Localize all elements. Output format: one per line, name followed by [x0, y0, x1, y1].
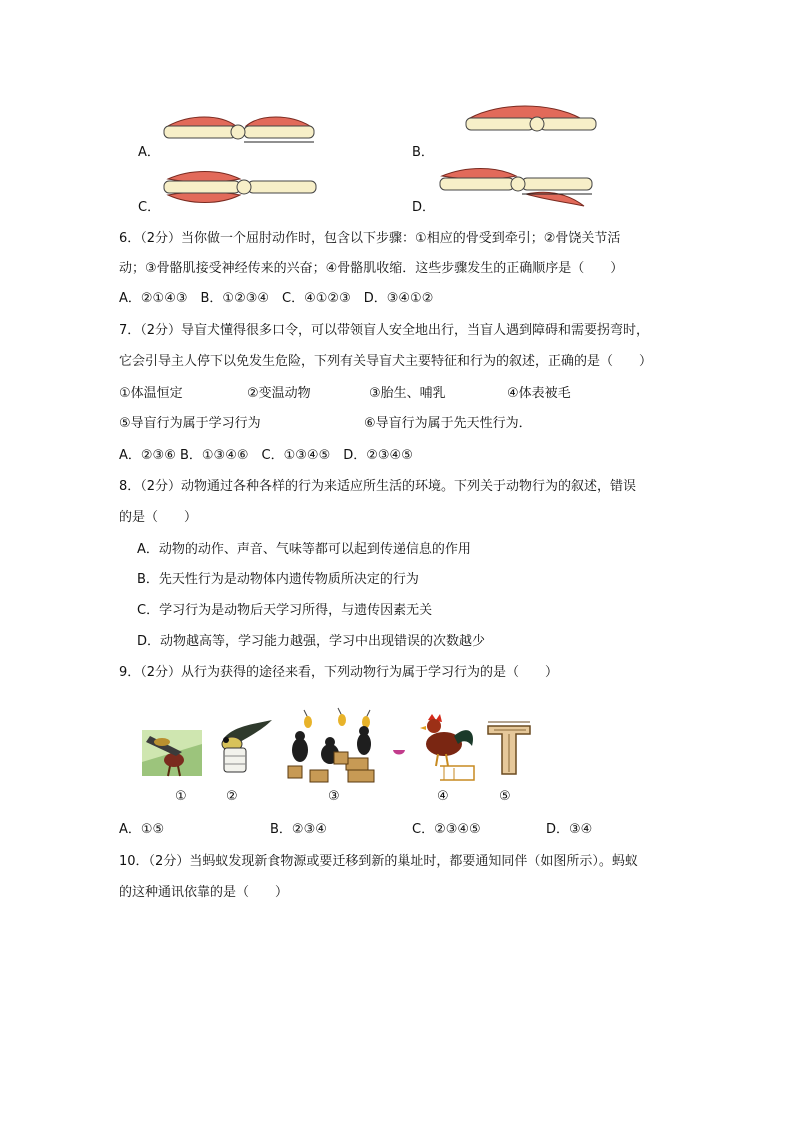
figure-a-muscle-bone	[160, 112, 320, 152]
option-b-label: B．	[412, 145, 434, 160]
behavior-picture-5	[486, 720, 532, 778]
question-7-item-5: ⑤导盲行为属于学习行为	[119, 416, 261, 431]
option-a-label: A．	[138, 145, 160, 160]
picture-label-5: ⑤	[499, 789, 511, 804]
question-7-options: A．②③⑥ B．①③④⑥ C．①③④⑤ D．②③④⑤	[119, 448, 413, 463]
question-7-item-2: ②变温动物	[247, 386, 311, 401]
question-10-line-1: 10．（2分）当蚂蚁发现新食物源或要迁移到新的巢址时，都要通知同伴（如图所示）。蚂蚁	[119, 854, 638, 869]
question-10-line-2: 的这种通讯依靠的是（ ）	[119, 885, 289, 900]
question-9-option-b: B．②③④	[270, 822, 327, 837]
behavior-picture-3	[286, 708, 384, 784]
question-6-line-1: 6．（2分）当你做一个屈肘动作时，包含以下步骤：①相应的骨受到牵引；②骨饶关节活	[119, 231, 621, 246]
question-6-options: A．②①④③ B．①②③④ C．④①②③ D．③④①②	[119, 291, 434, 306]
option-c-label: C．	[138, 200, 161, 215]
question-6-line-2: 动；③骨骼肌接受神经传来的兴奋；④骨骼肌收缩．这些步骤发生的正确顺序是（ ）	[119, 261, 624, 276]
question-7-line-2: 它会引导主人停下以免发生危险，下列有关导盲犬主要特征和行为的叙述，正确的是（ ）	[119, 354, 653, 369]
question-8-option-d: D．动物越高等，学习能力越强，学习中出现错误的次数越少	[137, 634, 486, 649]
picture-label-1: ①	[175, 789, 187, 804]
question-9-option-a: A．①⑤	[119, 822, 165, 837]
question-8-option-a: A．动物的动作、声音、气味等都可以起到传递信息的作用	[137, 542, 471, 557]
picture-label-2: ②	[226, 789, 238, 804]
question-8-line-2: 的是（ ）	[119, 510, 198, 525]
question-8-option-b: B．先天性行为是动物体内遗传物质所决定的行为	[137, 572, 419, 587]
question-8-option-c: C．学习行为是动物后天学习所得，与遗传因素无关	[137, 603, 433, 618]
question-7-item-1: ①体温恒定	[119, 386, 183, 401]
figure-c-muscle-bone	[160, 167, 320, 207]
option-d-label: D．	[412, 200, 436, 215]
question-7-item-6: ⑥导盲行为属于先天性行为．	[364, 416, 532, 431]
food-bowl-icon	[392, 748, 406, 758]
behavior-picture-2	[214, 718, 276, 776]
question-9-line-1: 9．（2分）从行为获得的途径来看，下列动物行为属于学习行为的是（ ）	[119, 665, 559, 680]
figure-d-muscle-bone	[436, 166, 596, 210]
picture-label-4: ④	[437, 789, 449, 804]
question-7-item-4: ④体表被毛	[507, 386, 571, 401]
question-7-line-1: 7．（2分）导盲犬懂得很多口令，可以带领盲人安全地出行，当盲人遇到障碍和需要拐弯时，	[119, 323, 650, 338]
question-8-line-1: 8．（2分）动物通过各种各样的行为来适应所生活的环境。下列关于动物行为的叙述，错误	[119, 479, 637, 494]
question-9-option-c: C．②③④⑤	[412, 822, 481, 837]
behavior-picture-1	[142, 722, 204, 778]
picture-label-3: ③	[328, 789, 340, 804]
question-7-item-3: ③胎生、哺乳	[369, 386, 446, 401]
question-9-option-d: D．③④	[546, 822, 593, 837]
figure-b-muscle-bone	[460, 102, 600, 142]
behavior-picture-4	[414, 710, 480, 782]
